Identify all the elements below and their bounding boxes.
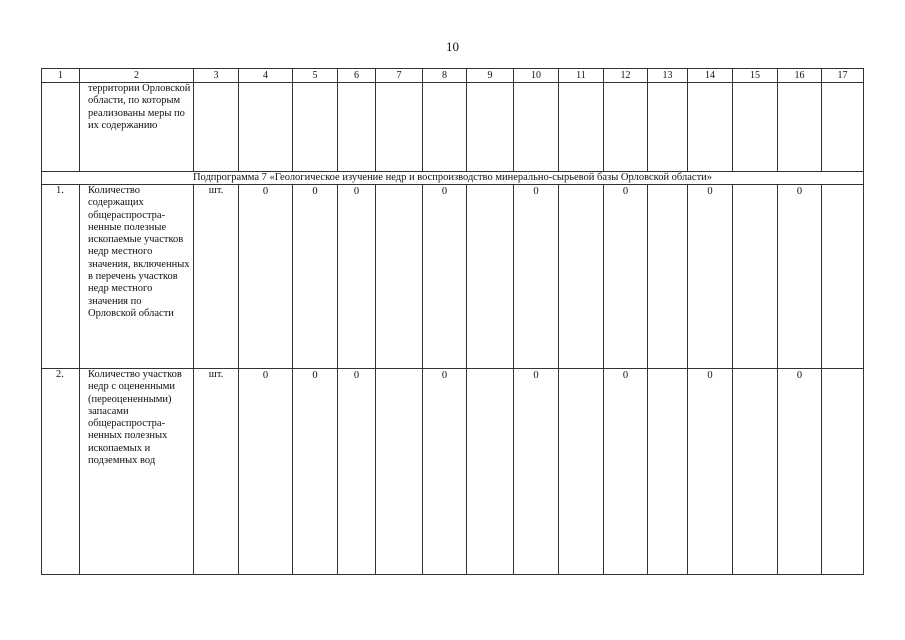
table-cell	[559, 83, 604, 172]
table-row	[42, 185, 864, 369]
value-cell: 0	[239, 369, 293, 575]
value-cell: 0	[293, 369, 338, 575]
column-number: 11	[559, 69, 604, 83]
value-cell	[376, 185, 423, 369]
value-cell: 0	[604, 369, 648, 575]
table-cell	[688, 83, 733, 172]
column-number: 4	[239, 69, 293, 83]
section-row	[42, 172, 864, 185]
indicator-name: территории Орловской области, по которым реализованы меры по их содержанию	[80, 83, 194, 172]
table-cell	[293, 83, 338, 172]
value-cell	[733, 185, 778, 369]
unit-cell: шт.	[194, 369, 239, 575]
column-number: 15	[733, 69, 778, 83]
table-cell	[194, 83, 239, 172]
table-cell	[778, 83, 822, 172]
column-number-row	[42, 69, 864, 83]
table-cell	[467, 83, 514, 172]
column-number: 13	[648, 69, 688, 83]
value-cell: 0	[338, 369, 376, 575]
column-number: 9	[467, 69, 514, 83]
row-number: 2.	[42, 369, 80, 575]
value-cell	[559, 369, 604, 575]
indicator-name: Количество содержащих общераспростра-ненные полезные ископаемые участков недр местного значения, включенных в перечень участков недр местного значения по Орловской области	[80, 185, 194, 369]
page-number: 10	[446, 39, 459, 54]
table-cell	[604, 83, 648, 172]
row-number: 1.	[42, 185, 80, 369]
column-number: 17	[822, 69, 864, 83]
indicators-table	[41, 68, 864, 575]
value-cell	[648, 369, 688, 575]
section-title: Подпрограмма 7 «Геологическое изучение недр и воспроизводство минерально-сырьевой базы Орловской области»	[42, 172, 864, 185]
value-cell: 0	[338, 185, 376, 369]
table-cell	[822, 83, 864, 172]
value-cell: 0	[688, 369, 733, 575]
value-cell: 0	[604, 185, 648, 369]
value-cell	[376, 369, 423, 575]
table-cell	[733, 83, 778, 172]
value-cell	[559, 185, 604, 369]
value-cell: 0	[514, 369, 559, 575]
continuation-row	[42, 83, 864, 172]
column-number: 12	[604, 69, 648, 83]
value-cell	[467, 185, 514, 369]
column-number: 6	[338, 69, 376, 83]
column-number: 1	[42, 69, 80, 83]
unit-cell: шт.	[194, 185, 239, 369]
value-cell: 0	[423, 369, 467, 575]
value-cell: 0	[423, 185, 467, 369]
value-cell	[822, 185, 864, 369]
table-cell	[423, 83, 467, 172]
column-number: 3	[194, 69, 239, 83]
value-cell: 0	[514, 185, 559, 369]
table-cell	[239, 83, 293, 172]
table-row	[42, 369, 864, 575]
value-cell	[467, 369, 514, 575]
indicator-name: Количество участков недр с оцененными (переоцененными) запасами общераспростра-ненных полезных ископаемых и подземных вод	[80, 369, 194, 575]
value-cell: 0	[778, 369, 822, 575]
column-number: 7	[376, 69, 423, 83]
column-number: 2	[80, 69, 194, 83]
value-cell	[648, 185, 688, 369]
table-cell	[648, 83, 688, 172]
value-cell: 0	[293, 185, 338, 369]
table-cell	[376, 83, 423, 172]
table-cell	[338, 83, 376, 172]
table-cell	[42, 83, 80, 172]
value-cell	[822, 369, 864, 575]
value-cell: 0	[239, 185, 293, 369]
column-number: 8	[423, 69, 467, 83]
value-cell: 0	[688, 185, 733, 369]
column-number: 14	[688, 69, 733, 83]
value-cell: 0	[778, 185, 822, 369]
column-number: 10	[514, 69, 559, 83]
column-number: 16	[778, 69, 822, 83]
value-cell	[733, 369, 778, 575]
table-cell	[514, 83, 559, 172]
column-number: 5	[293, 69, 338, 83]
